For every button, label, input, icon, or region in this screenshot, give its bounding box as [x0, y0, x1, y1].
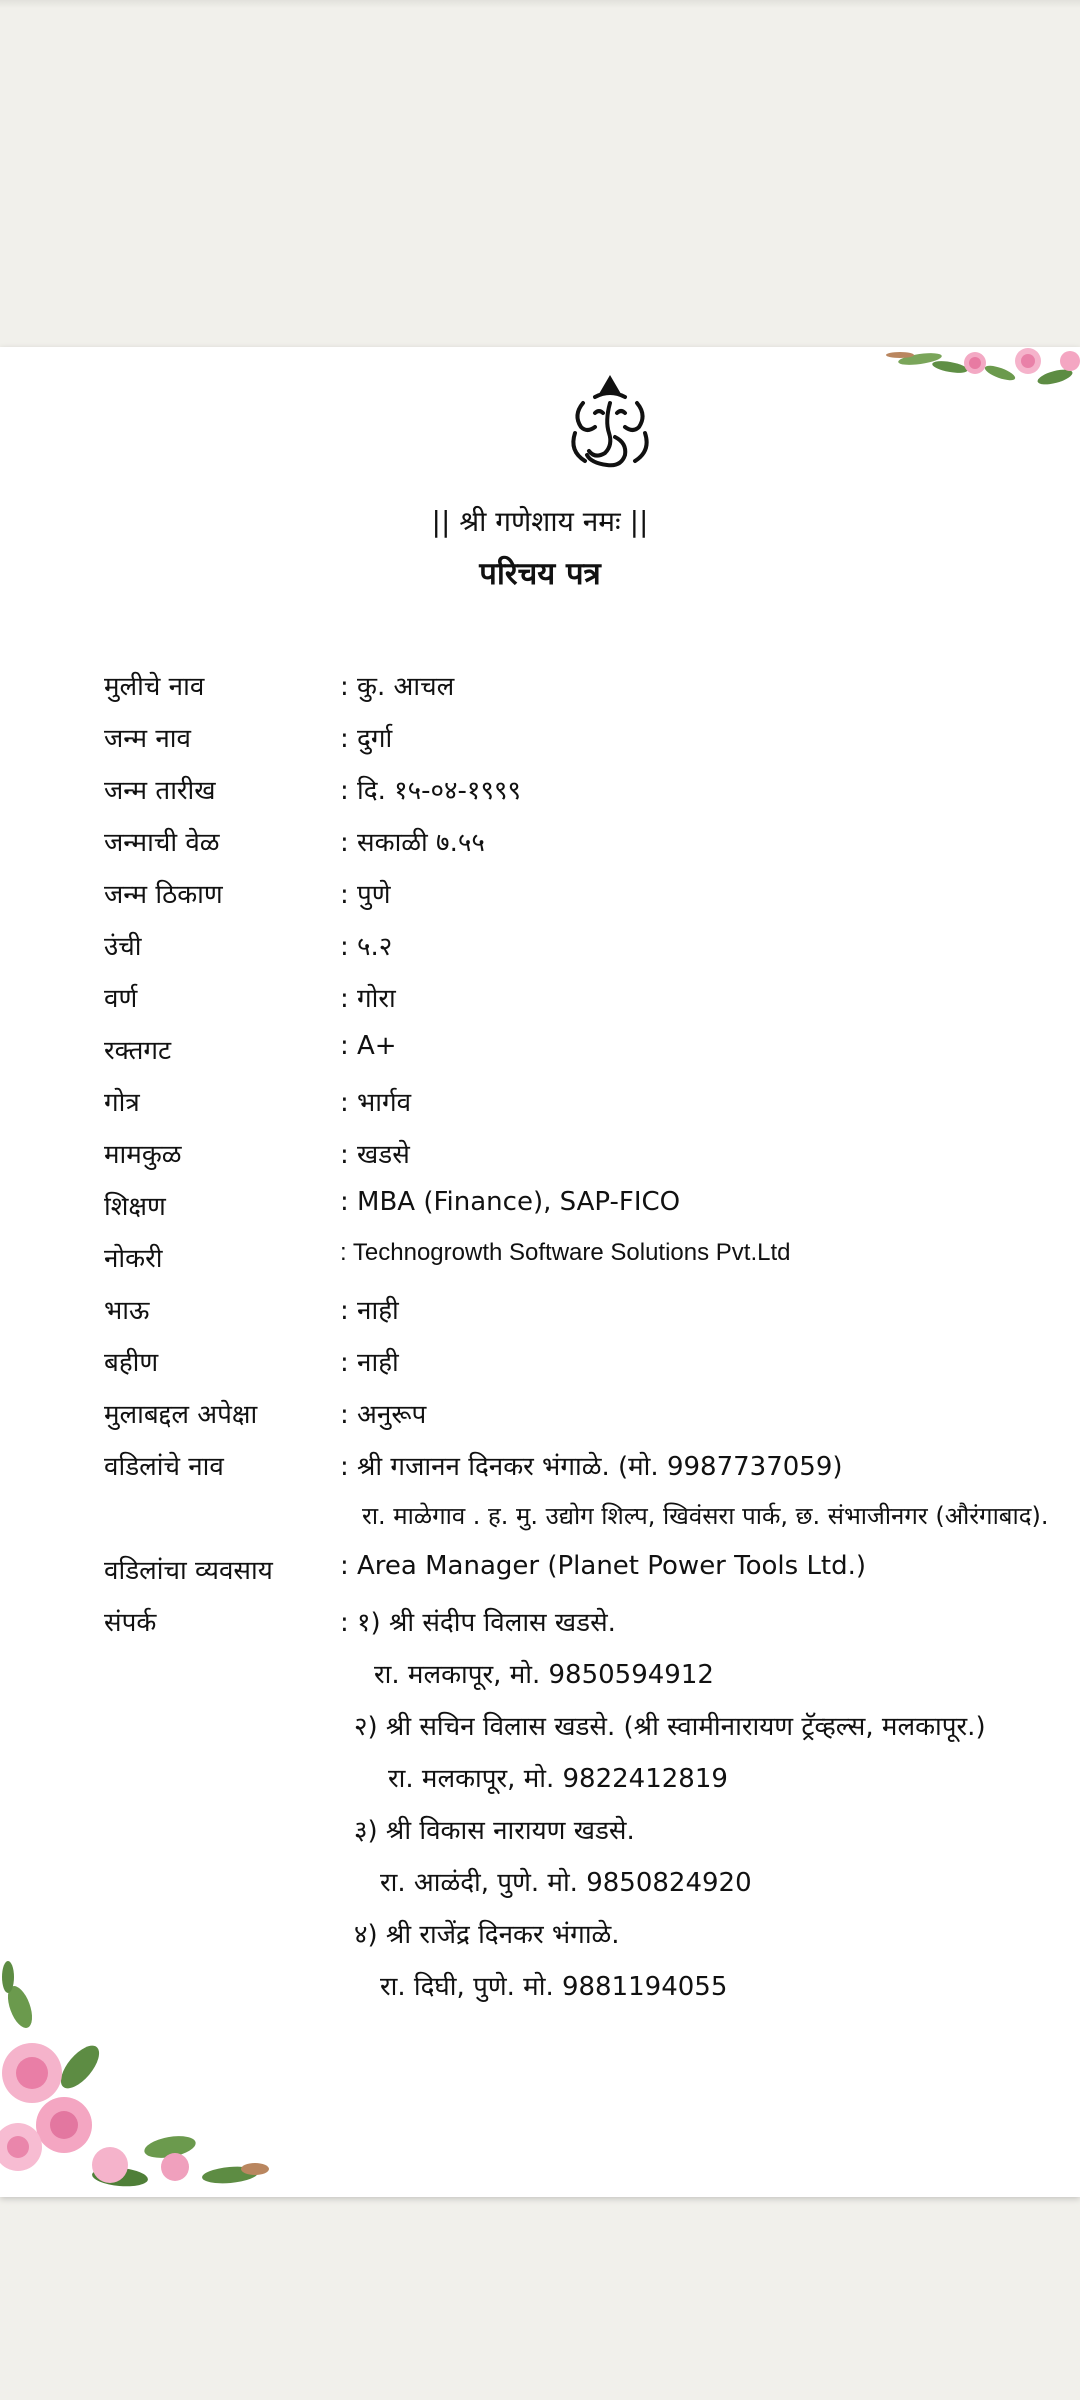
contact-line: रा. दिघी, पुणे. मो. 9881194055 [380, 1972, 728, 2002]
field-label: मुलीचे नाव [104, 672, 205, 702]
field-label: रक्तगट [104, 1036, 172, 1066]
field-value: : MBA (Finance), SAP-FICO [340, 1187, 681, 1217]
field-label: बहीण [104, 1348, 159, 1378]
field-label: वडिलांचे नाव [104, 1452, 224, 1482]
field-value: : पुणे [340, 880, 391, 910]
field-value: : कु. आचल [340, 672, 455, 702]
field-value: : Technogrowth Software Solutions Pvt.Ltd [340, 1239, 791, 1266]
field-value: : अनुरूप [340, 1400, 427, 1430]
contact-line: ४) श्री राजेंद्र दिनकर भंगाळे. [354, 1920, 620, 1950]
field-label: जन्माची वेळ [104, 828, 220, 858]
field-value: : खडसे [340, 1140, 410, 1170]
father-address: रा. माळेगाव . ह. मु. उद्योग शिल्प, खिवंसरा पार्क, छ. संभाजीनगर (औरंगाबाद). [362, 1502, 1049, 1530]
field-label: शिक्षण [104, 1192, 166, 1222]
shloka-heading: || श्री गणेशाय नमः || [431, 505, 649, 538]
contact-line: : १) श्री संदीप विलास खडसे. [340, 1608, 616, 1638]
field-label: जन्म नाव [104, 724, 191, 754]
field-value: : श्री गजानन दिनकर भंगाळे. (मो. 9987737059) [340, 1452, 843, 1482]
field-label: जन्म तारीख [104, 776, 216, 806]
field-value: : नाही [340, 1348, 399, 1378]
field-value: : दि. १५-०४-१९९९ [340, 776, 522, 806]
field-label: गोत्र [104, 1088, 140, 1118]
contact-line: रा. मलकापूर, मो. 9850594912 [374, 1660, 714, 1690]
field-value: : गोरा [340, 984, 396, 1014]
contact-line: ३) श्री विकास नारायण खडसे. [354, 1816, 635, 1846]
contact-label: संपर्क [104, 1608, 157, 1638]
field-label: भाऊ [104, 1296, 150, 1326]
field-label: मामकुळ [104, 1140, 182, 1170]
field-value: : भार्गव [340, 1088, 412, 1118]
field-value: : ५.२ [340, 932, 393, 962]
field-value: : A+ [340, 1031, 397, 1061]
field-value: : सकाळी ७.५५ [340, 828, 485, 858]
field-value: : नाही [340, 1296, 399, 1326]
floral-corner-top-right [880, 347, 1080, 397]
contact-line: रा. मलकापूर, मो. 9822412819 [388, 1764, 728, 1794]
floral-corner-bottom-left [0, 1947, 280, 2197]
field-label: वर्ण [104, 984, 138, 1014]
field-label: वडिलांचा व्यवसाय [104, 1556, 273, 1586]
field-label: उंची [104, 932, 142, 962]
ganesha-icon [565, 373, 655, 471]
field-value: : दुर्गा [340, 724, 393, 754]
field-label: नोकरी [104, 1244, 163, 1274]
field-label: जन्म ठिकाण [104, 880, 223, 910]
top-shade [0, 0, 1080, 8]
biodata-page [0, 347, 1080, 2197]
contact-line: रा. आळंदी, पुणे. मो. 9850824920 [380, 1868, 752, 1898]
page-title: परिचय पत्र [479, 556, 601, 592]
contact-line: २) श्री सचिन विलास खडसे. (श्री स्वामीनारायण ट्रॅव्हल्स, मलकापूर.) [354, 1712, 986, 1742]
field-value: : Area Manager (Planet Power Tools Ltd.) [340, 1551, 867, 1581]
field-label: मुलाबद्दल अपेक्षा [104, 1400, 258, 1430]
